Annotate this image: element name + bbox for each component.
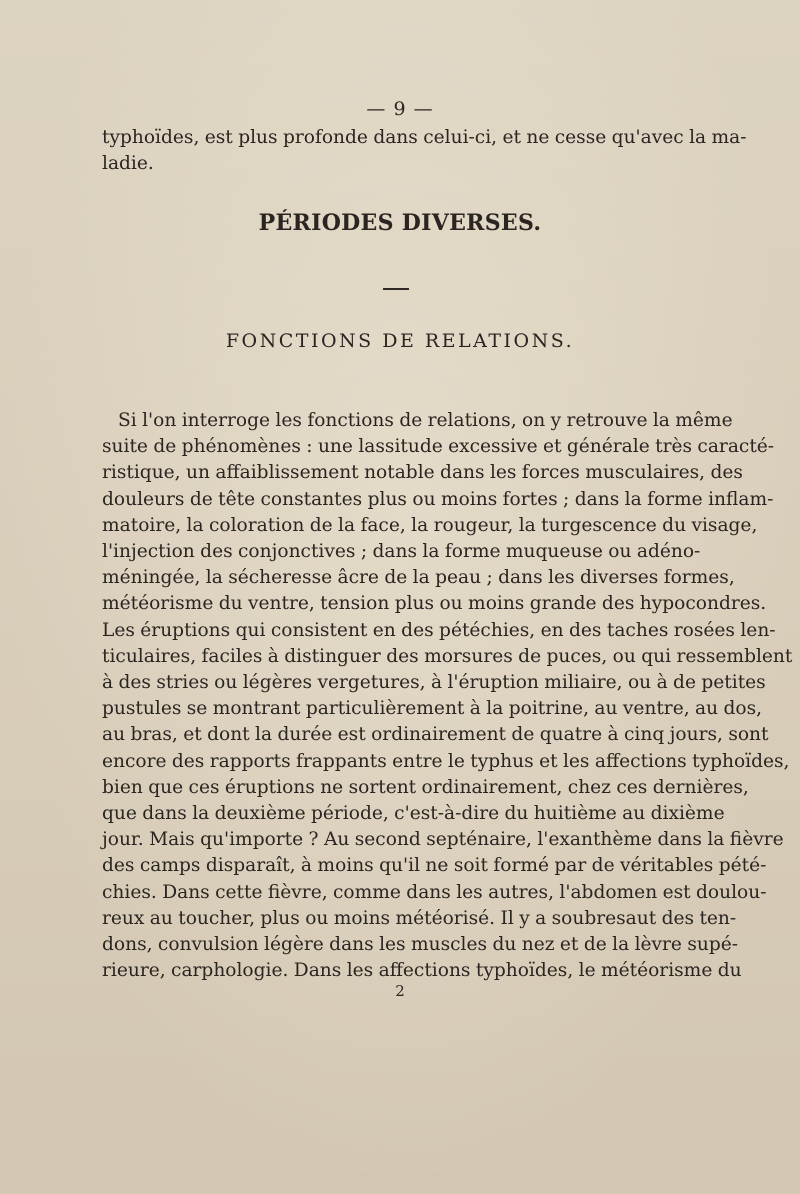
text-line: matoire, la coloration de la face, la rougeur, la turgescence du visage, bbox=[102, 514, 758, 536]
subsection-title: FONCTIONS DE RELATIONS. bbox=[225, 330, 575, 352]
body-paragraph bbox=[102, 408, 793, 984]
signature-mark: 2 bbox=[395, 982, 405, 1000]
text-line: que dans la deuxième période, c'est-à-dire du huitième au dixième bbox=[102, 803, 725, 825]
text-line: typhoïdes, est plus profonde dans celui-ci, et ne cesse qu'avec la ma- bbox=[102, 127, 747, 148]
text-line: Les éruptions qui consistent en des pétéchies, en des taches rosées len- bbox=[102, 619, 776, 641]
text-line: dons, convulsion légère dans les muscles du nez et de la lèvre supé- bbox=[102, 934, 739, 956]
text-line: suite de phénomènes : une lassitude excessive et générale très caracté- bbox=[102, 436, 775, 458]
text-line: encore des rapports frappants entre le typhus et les affections typhoïdes, bbox=[102, 750, 790, 772]
text-line: pustules se montrant particulièrement à la poitrine, au ventre, au dos, bbox=[102, 698, 763, 720]
text-line: bien que ces éruptions ne sortent ordinairement, chez ces dernières, bbox=[102, 776, 749, 798]
text-line: l'injection des conjonctives ; dans la forme muqueuse ou adéno- bbox=[102, 541, 701, 563]
text-line: méningée, la sécheresse âcre de la peau ; dans les diverses formes, bbox=[102, 567, 735, 589]
text-line: douleurs de tête constantes plus ou moins fortes ; dans la forme inflam- bbox=[102, 488, 774, 510]
text-line: au bras, et dont la durée est ordinairement de quatre à cinq jours, sont bbox=[102, 724, 769, 746]
text-line: des camps disparaît, à moins qu'il ne soit formé par de véritables pété- bbox=[102, 855, 767, 877]
continuation-text bbox=[102, 125, 747, 177]
text-line: reux au toucher, plus ou moins météorisé. Il y a soubresaut des ten- bbox=[102, 907, 737, 929]
text-line: ticulaires, faciles à distinguer des morsures de puces, ou qui ressemblent bbox=[102, 645, 793, 667]
text-line: ristique, un affaiblissement notable dans les forces musculaires, des bbox=[102, 462, 743, 484]
text-line: jour. Mais qu'importe ? Au second septénaire, l'exanthème dans la fièvre bbox=[102, 829, 784, 851]
text-line: rieure, carphologie. Dans les affections typhoïdes, le météorisme du bbox=[102, 960, 742, 982]
section-title: PÉRIODES DIVERSES. bbox=[258, 210, 542, 236]
page-number: — 9 — bbox=[366, 98, 434, 120]
text-line: chies. Dans cette fièvre, comme dans les autres, l'abdomen est doulou- bbox=[102, 881, 767, 903]
text-line: météorisme du ventre, tension plus ou moins grande des hypocondres. bbox=[102, 593, 767, 615]
text-line: Si l'on interroge les fonctions de relations, on y retrouve la même bbox=[118, 410, 733, 431]
text-line: ladie. bbox=[102, 153, 154, 175]
separator-rule bbox=[383, 288, 409, 290]
text-line: à des stries ou légères vergetures, à l'éruption miliaire, ou à de petites bbox=[102, 672, 766, 694]
